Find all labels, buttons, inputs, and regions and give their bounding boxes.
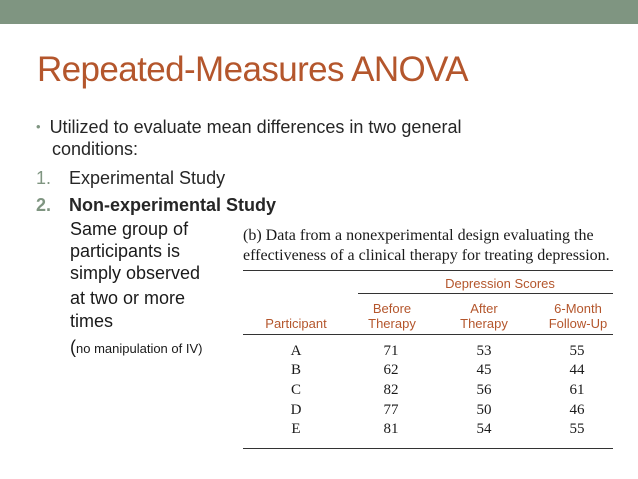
cell-after: 50 <box>476 402 492 418</box>
cell-followup: 55 <box>569 421 585 437</box>
bullet-continuation: conditions: <box>52 139 139 159</box>
before-therapy-header <box>357 301 427 331</box>
list-item-1 <box>36 168 225 189</box>
sub-line-1: Same group of <box>70 219 189 239</box>
table-top-rule <box>243 270 613 271</box>
cell-before: 82 <box>383 382 399 398</box>
table-caption-line-1: (b) Data from a nonexperimental design evaluating the <box>243 227 594 244</box>
bullet-intro <box>36 117 461 138</box>
participant-header: Participant <box>265 316 327 331</box>
list-number: 2. <box>36 195 52 215</box>
cell-followup: 44 <box>569 362 585 378</box>
header-line-1: Before <box>372 301 412 316</box>
sub-line-5: times <box>70 311 114 331</box>
cell-after: 54 <box>476 421 492 437</box>
cell-before: 81 <box>383 421 399 437</box>
table-bottom-rule <box>243 448 613 449</box>
list-item-2 <box>36 195 276 216</box>
after-therapy-header <box>449 301 519 331</box>
header-line-1: 6-Month <box>554 301 602 316</box>
header-bottom-rule <box>243 334 613 335</box>
group-header-rule <box>358 293 613 294</box>
bullet-text: Utilized to evaluate mean differences in two general <box>49 117 462 137</box>
bullet-dot-icon: • <box>36 119 41 134</box>
followup-header <box>538 301 618 331</box>
cell-after: 45 <box>476 362 492 378</box>
cell-followup: 46 <box>569 402 585 418</box>
list-text: Experimental Study <box>69 168 226 188</box>
slide-title: Repeated-Measures ANOVA <box>37 50 469 89</box>
note-text: no manipulation of IV) <box>76 341 203 356</box>
note-paren: ( <box>70 337 76 357</box>
sub-line-2: participants is <box>70 241 181 261</box>
cell-participant: D <box>290 402 302 418</box>
cell-participant: C <box>290 382 301 398</box>
cell-participant: B <box>290 362 301 378</box>
sub-note <box>70 336 202 360</box>
header-line-2: Follow-Up <box>548 316 608 331</box>
sub-line-3: simply observed <box>70 263 201 283</box>
cell-followup: 55 <box>569 343 585 359</box>
cell-participant: E <box>291 421 301 437</box>
header-line-2: Therapy <box>368 316 416 331</box>
cell-after: 53 <box>476 343 492 359</box>
header-line-1: After <box>470 301 498 316</box>
cell-before: 71 <box>383 343 399 359</box>
cell-before: 62 <box>383 362 399 378</box>
list-number: 1. <box>36 168 52 188</box>
cell-after: 56 <box>476 382 492 398</box>
header-line-2: Therapy <box>460 316 508 331</box>
top-accent-bar <box>0 0 638 24</box>
list-text: Non-experimental Study <box>69 195 277 215</box>
sub-line-4: at two or more <box>70 288 186 308</box>
depression-scores-header: Depression Scores <box>445 276 555 291</box>
cell-participant: A <box>290 343 302 359</box>
cell-before: 77 <box>383 402 399 418</box>
table-caption-line-2: effectiveness of a clinical therapy for treating depression. <box>243 247 610 264</box>
cell-followup: 61 <box>569 382 585 398</box>
